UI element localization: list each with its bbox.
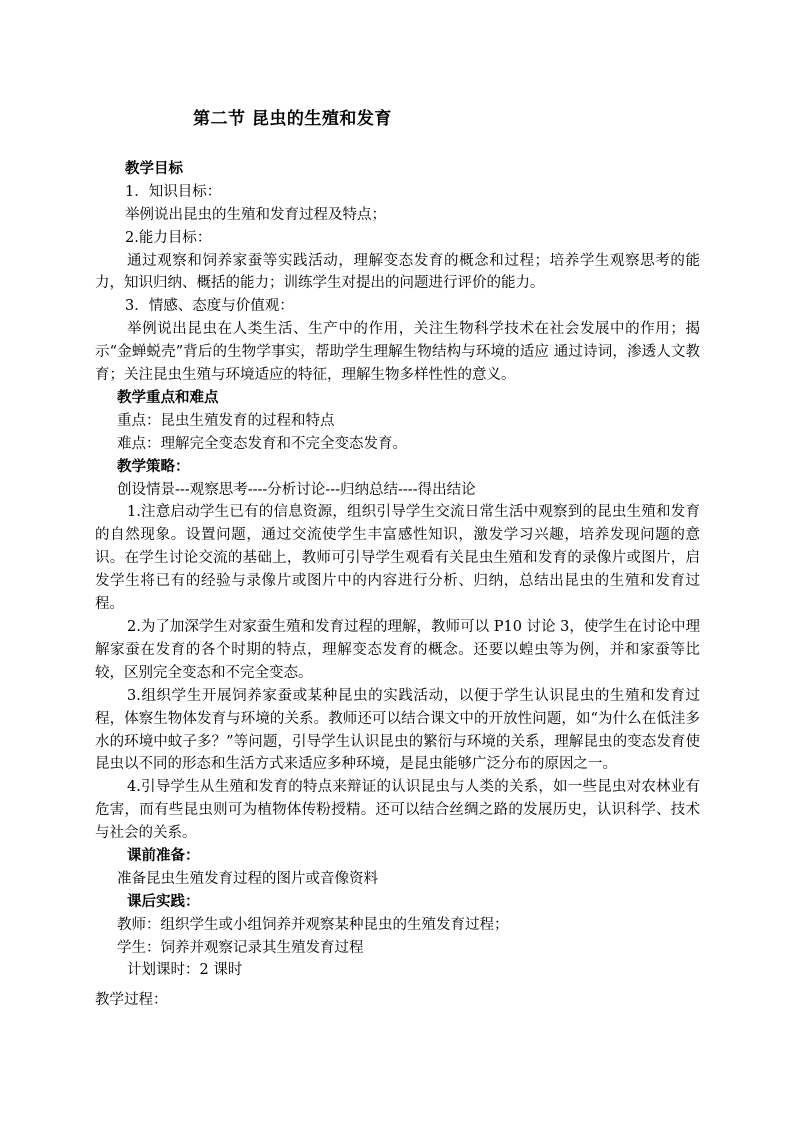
key-point-difficulty: 难点：理解完全变态发育和不完全变态发育。	[117, 435, 407, 452]
attitude-objective-label: 3．情感、态度与价值观：	[125, 298, 294, 315]
ability-objective-label: 2.能力目标：	[125, 229, 212, 246]
document-body	[95, 158, 700, 982]
knowledge-objective-text: 举例说出昆虫的生殖和发育过程及特点；	[125, 206, 386, 223]
key-points-heading: 教学重点和难点	[117, 388, 219, 406]
strategy-paragraph-1: 1.注意启动学生已有的信息资源，组织引导学生交流日常生活中观察到的昆虫生殖和发育的自然现象。设置问题，通过交流使学生丰富感性知识，激发学习兴趣，培养发现问题的意识。在学生讨论交流的基础上，教师可引导学生观看有关昆虫生殖和发育的录像片或图片，启发学生将已有的经验与录像片或图片中的内容进行分析、归纳，总结出昆虫的生殖和发育过程。	[95, 504, 700, 613]
strategy-paragraph-2: 2.为了加深学生对家蚕生殖和发育过程的理解，教师可以 P10 讨论 3，使学生在讨论中理解家蚕在发育的各个时期的特点，理解变态发育的概念。还要以蝗虫等为例，并和家蚕等比较，区别完全变态和不完全变态。	[95, 618, 700, 681]
practice-student: 学生：饲养并观察记录其生殖发育过程	[117, 939, 364, 956]
strategy-heading: 教学策略：	[117, 457, 190, 475]
practice-teacher: 教师：组织学生或小组饲养并观察某种昆虫的生殖发育过程；	[117, 916, 509, 933]
preparation-text: 准备昆虫生殖发育过程的图片或音像资料	[117, 870, 378, 887]
knowledge-objective-label: 1．知识目标：	[125, 183, 222, 200]
strategy-flow: 创设情景---观察思考----分析讨论---归纳总结----得出结论	[117, 481, 476, 498]
page-title: 第二节 昆虫的生殖和发育	[193, 109, 392, 129]
key-point-focus: 重点：昆虫生殖发育的过程和特点	[117, 412, 335, 429]
objectives-heading: 教学目标	[125, 160, 183, 177]
strategy-paragraph-3: 3.组织学生开展饲养家蚕或某种昆虫的实践活动，以便于学生认识昆虫的生殖和发育过程，体察生物体发育与环境的关系。教师还可以结合课文中的开放性问题，如“为什么在低洼多水的环境中蚊子多？”等问题，引导学生认识昆虫的繁衍与环境的关系，理解昆虫的变态发育使昆虫以不同的形态和生活方式来适应多种环境，是昆虫能够广泛分布的原因之一。	[95, 687, 700, 773]
process-label: 教学过程：	[95, 992, 168, 1008]
strategy-paragraph-4: 4.引导学生从生殖和发育的特点来辩证的认识昆虫与人类的关系，如一些昆虫对农林业有危害，而有些昆虫则可为植物体传粉授精。还可以结合丝绸之路的发展历史，认识科学、技术与社会的关系。	[95, 779, 700, 842]
practice-hours: 计划课时：2 课时	[127, 962, 243, 979]
practice-heading: 课后实践：	[127, 892, 200, 910]
ability-objective-text: 通过观察和饲养家蚕等实践活动，理解变态发育的概念和过程；培养学生观察思考的能力，知识归纳、概括的能力；训练学生对提出的问题进行评价的能力。	[95, 252, 700, 292]
attitude-objective-text: 举例说出昆虫在人类生活、生产中的作用，关注生物科学技术在社会发展中的作用；揭示“金蝉蜕壳”背后的生物学事实，帮助学生理解生物结构与环境的适应 通过诗词，渗透人文教育；关注昆虫生殖与环境适应的特征，理解生物多样性性的意义。	[95, 321, 700, 384]
preparation-heading: 课前准备：	[127, 847, 200, 865]
